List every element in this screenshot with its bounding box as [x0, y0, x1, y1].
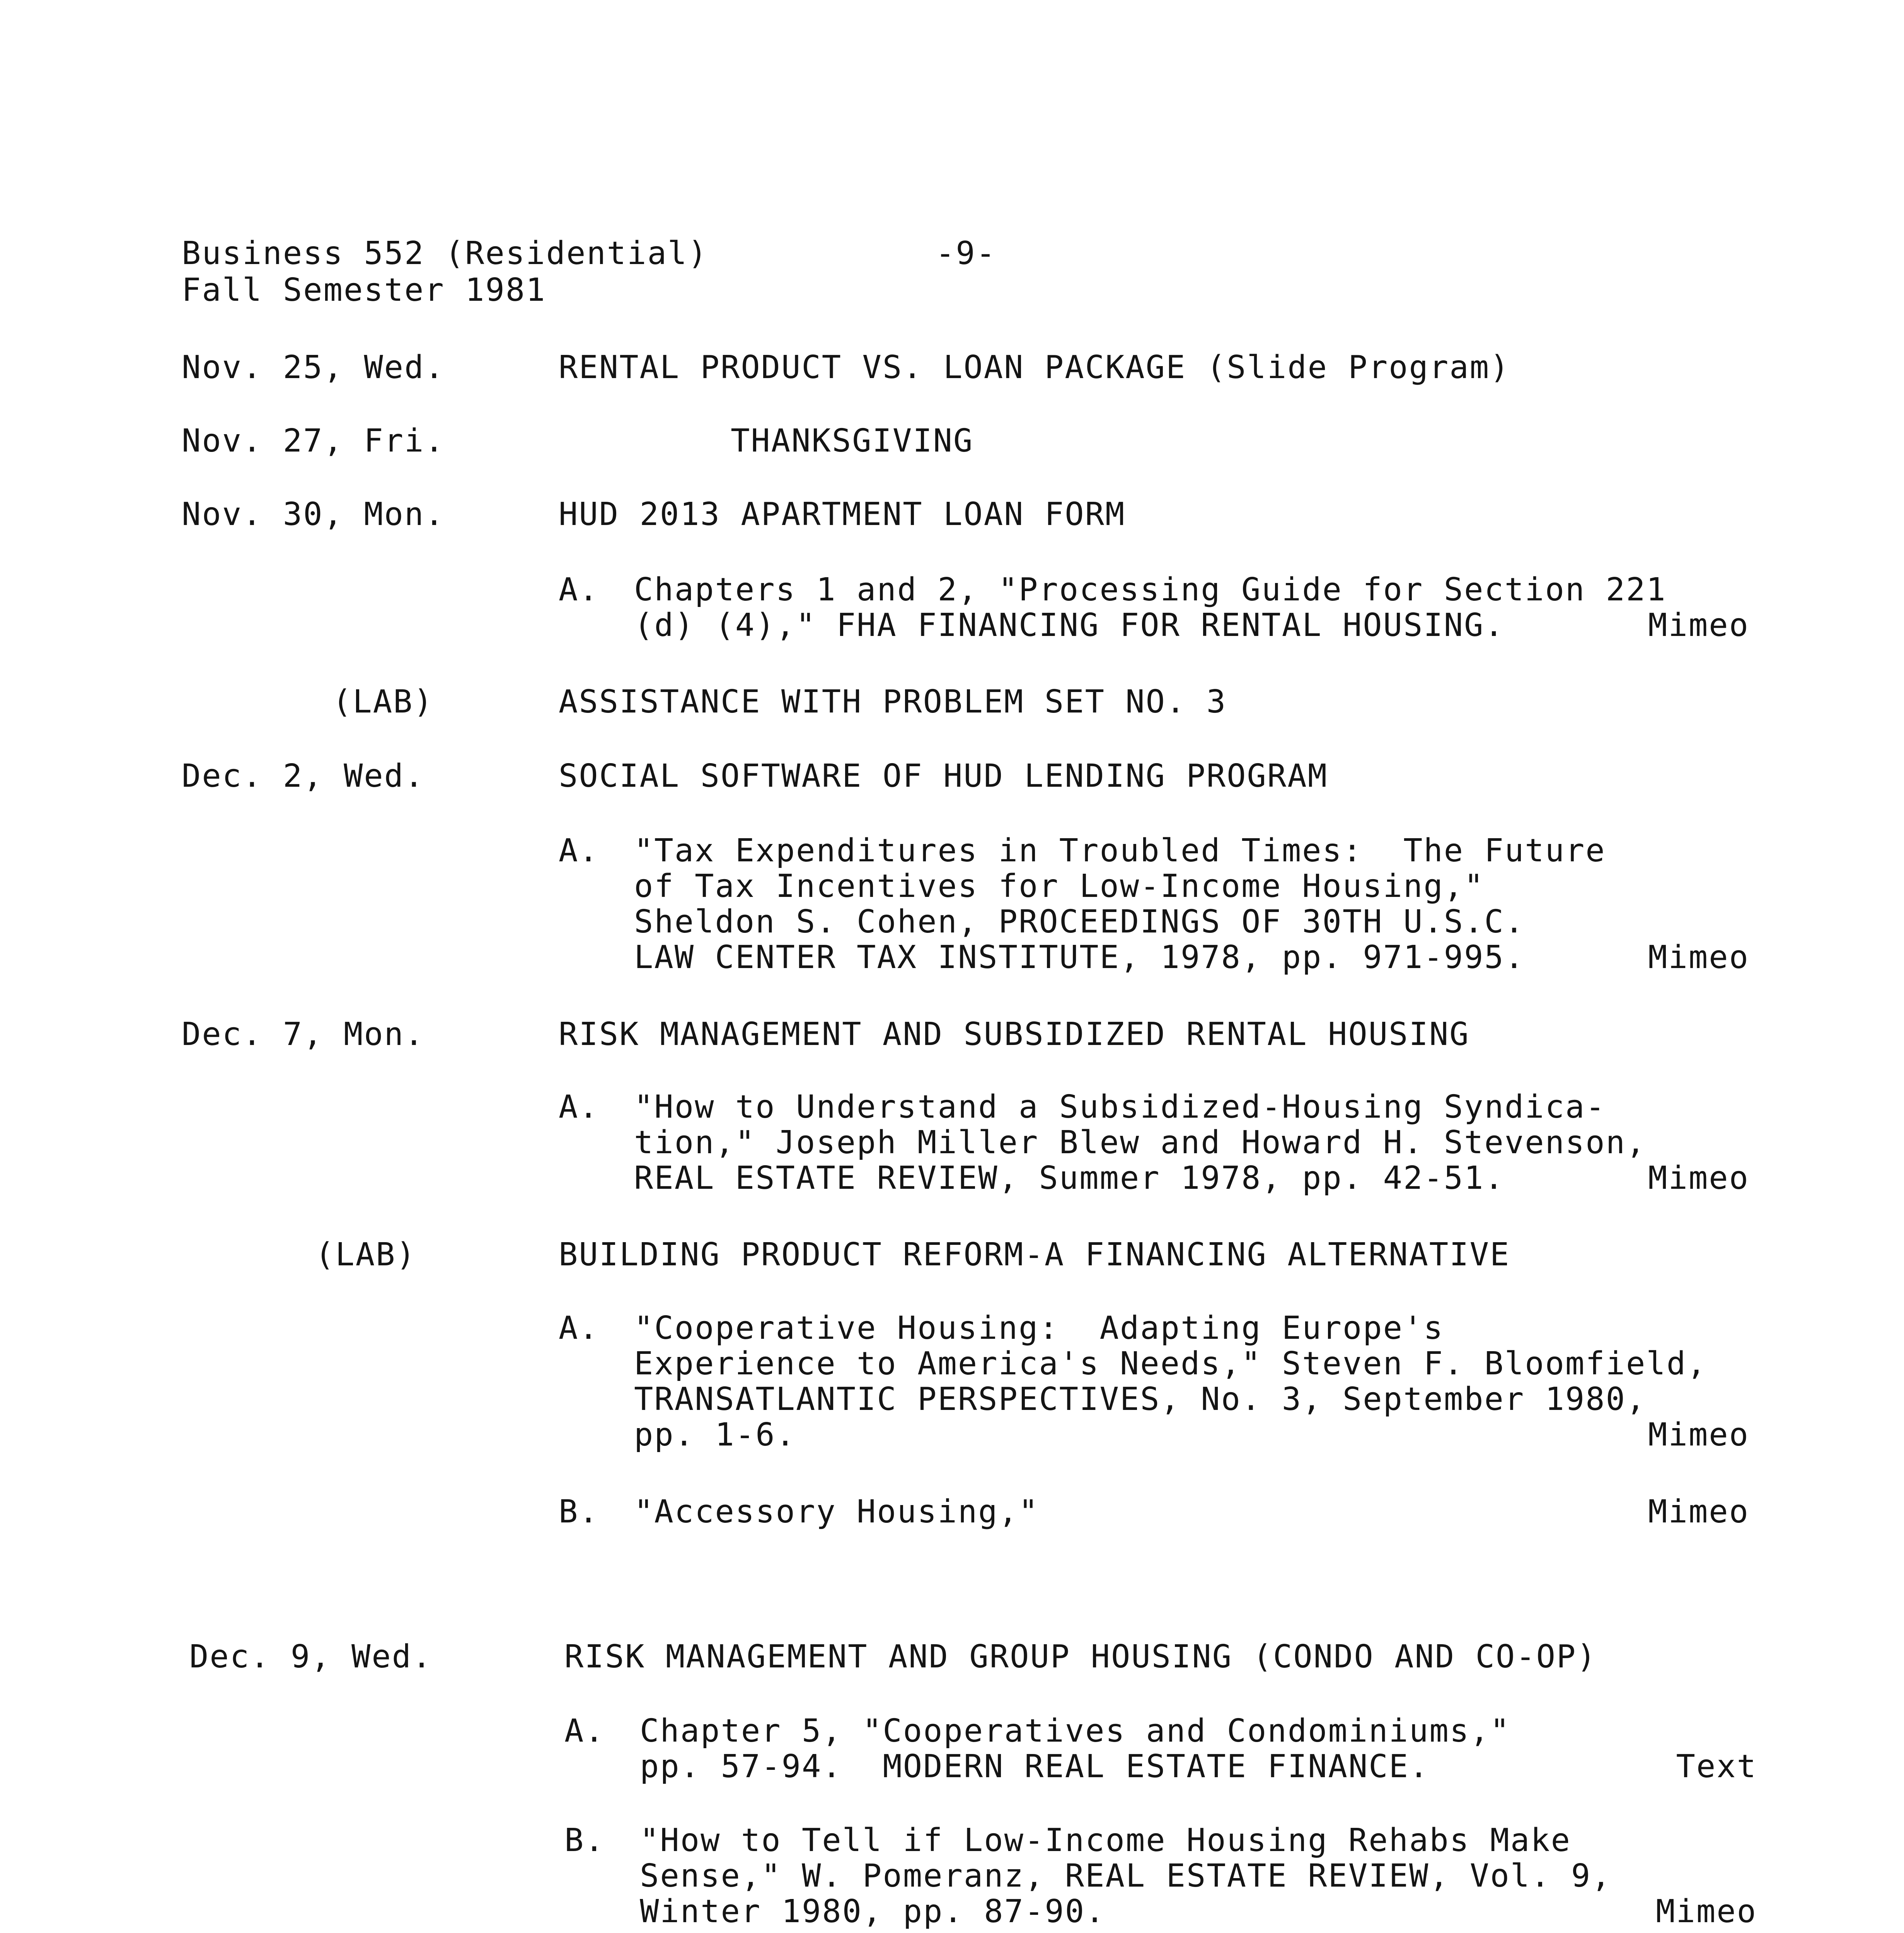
reading-line: "Tax Expenditures in Troubled Times: The Future [634, 832, 1606, 869]
reading-marker: B. [559, 1493, 599, 1530]
reading-source: Mimeo [1648, 1417, 1749, 1453]
session-topic: THANKSGIVING [731, 423, 974, 459]
reading-marker: A. [559, 832, 599, 869]
reading-line: "How to Understand a Subsidized-Housing Syndica- [634, 1089, 1606, 1125]
reading-line: pp. 57-94. MODERN REAL ESTATE FINANCE. [640, 1748, 1430, 1785]
session-topic: HUD 2013 APARTMENT LOAN FORM [559, 496, 1126, 533]
session-date: (LAB) [332, 684, 434, 720]
reading-line: tion," Joseph Miller Blew and Howard H. Stevenson, [634, 1124, 1647, 1161]
session-topic: RISK MANAGEMENT AND GROUP HOUSING (CONDO AND CO-OP) [564, 1638, 1597, 1675]
reading-source: Mimeo [1648, 939, 1749, 976]
reading-marker: A. [559, 1089, 599, 1125]
session-topic: SOCIAL SOFTWARE OF HUD LENDING PROGRAM [559, 758, 1328, 794]
reading-line: Sense," W. Pomeranz, REAL ESTATE REVIEW, Vol. 9, [640, 1858, 1612, 1894]
reading-line: "How to Tell if Low-Income Housing Rehabs Make [640, 1822, 1571, 1859]
session-topic: ASSISTANCE WITH PROBLEM SET NO. 3 [559, 684, 1227, 720]
reading-line: Sheldon S. Cohen, PROCEEDINGS OF 30TH U.S.C. [634, 903, 1525, 940]
reading-source: Mimeo [1648, 1160, 1749, 1197]
reading-marker: A. [559, 1310, 599, 1347]
reading-marker: B. [564, 1822, 605, 1859]
page-number: -9- [936, 235, 997, 272]
reading-source: Mimeo [1648, 607, 1749, 644]
reading-line: (d) (4)," FHA FINANCING FOR RENTAL HOUSING. [634, 607, 1505, 644]
session-date: Nov. 27, Fri. [182, 423, 445, 459]
reading-marker: A. [559, 571, 599, 608]
reading-line: Winter 1980, pp. 87-90. [640, 1893, 1106, 1930]
session-topic: BUILDING PRODUCT REFORM-A FINANCING ALTERNATIVE [559, 1236, 1510, 1273]
session-date: (LAB) [315, 1236, 416, 1273]
reading-line: LAW CENTER TAX INSTITUTE, 1978, pp. 971-995. [634, 939, 1525, 976]
reading-line: Chapter 5, "Cooperatives and Condominiums," [640, 1713, 1510, 1749]
semester: Fall Semester 1981 [182, 272, 546, 309]
session-date: Dec. 7, Mon. [182, 1016, 425, 1053]
session-date: Nov. 25, Wed. [182, 349, 445, 386]
reading-line: of Tax Incentives for Low-Income Housing," [634, 868, 1485, 905]
session-topic: RISK MANAGEMENT AND SUBSIDIZED RENTAL HOUSING [559, 1016, 1470, 1053]
reading-source: Mimeo [1648, 1493, 1749, 1530]
reading-source: Mimeo [1656, 1893, 1757, 1930]
session-topic: RENTAL PRODUCT VS. LOAN PACKAGE (Slide Program) [559, 349, 1510, 386]
course-title: Business 552 (Residential) [182, 235, 708, 272]
reading-line: TRANSATLANTIC PERSPECTIVES, No. 3, September 1980, [634, 1381, 1647, 1418]
session-date: Dec. 2, Wed. [182, 758, 425, 794]
reading-line: Experience to America's Needs," Steven F. Bloomfield, [634, 1345, 1707, 1382]
session-date: Nov. 30, Mon. [182, 496, 445, 533]
reading-line: pp. 1-6. [634, 1417, 796, 1453]
reading-line: "Accessory Housing," [634, 1493, 1039, 1530]
reading-source: Text [1676, 1748, 1757, 1785]
reading-line: "Cooperative Housing: Adapting Europe's [634, 1310, 1444, 1347]
session-date: Dec. 9, Wed. [189, 1638, 433, 1675]
reading-line: Chapters 1 and 2, "Processing Guide for Section 221 [634, 571, 1667, 608]
reading-line: REAL ESTATE REVIEW, Summer 1978, pp. 42-51. [634, 1160, 1505, 1197]
reading-marker: A. [564, 1713, 605, 1749]
